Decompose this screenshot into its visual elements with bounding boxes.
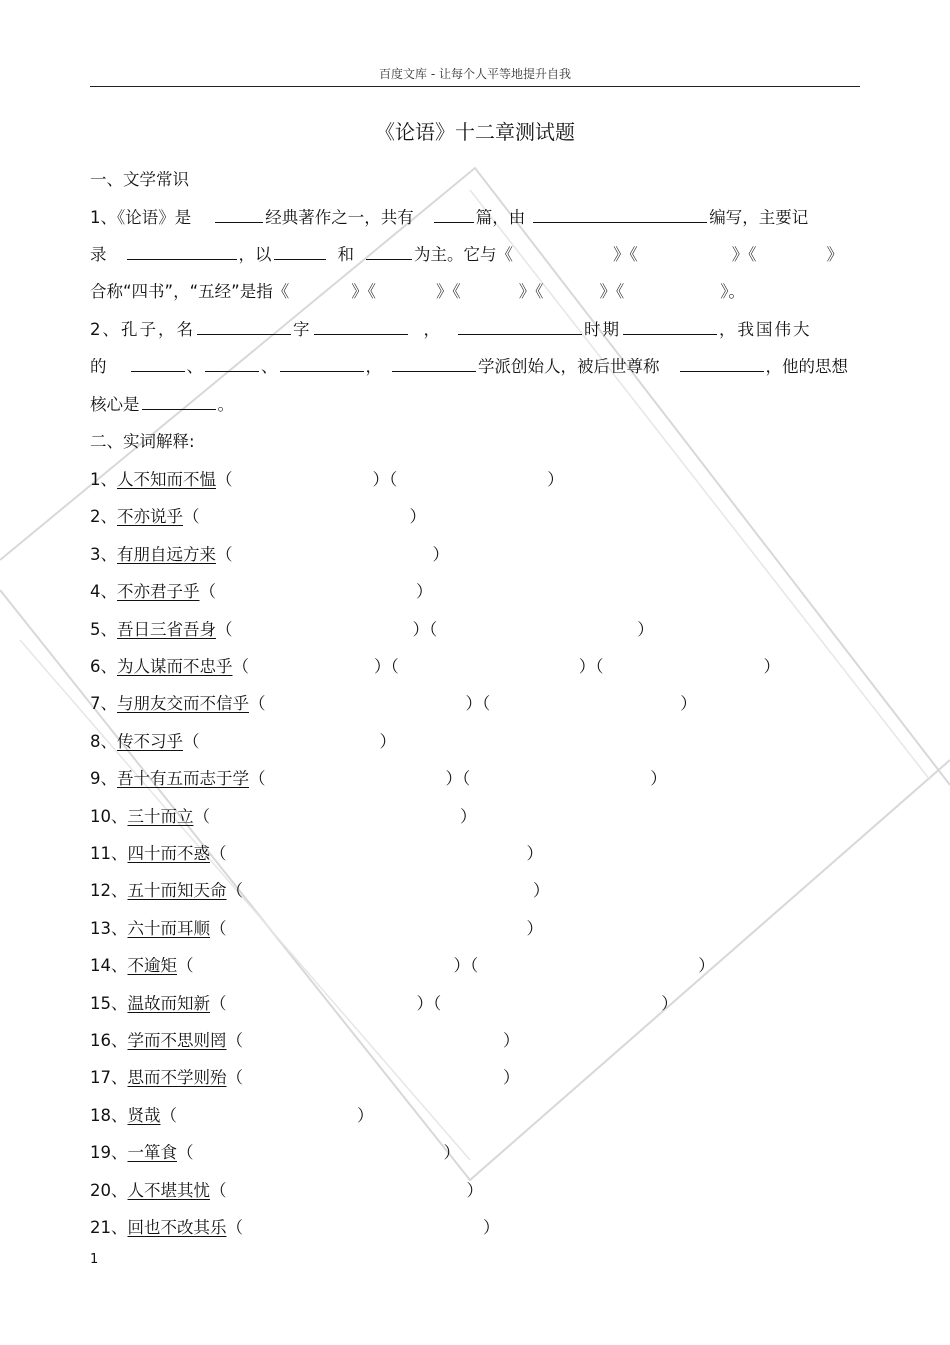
vocab-item bbox=[90, 728, 396, 752]
answer-paren-open: （ bbox=[433, 993, 442, 1013]
answer-paren-close: ） bbox=[503, 1031, 520, 1050]
vocab-item-number: 13、 bbox=[90, 918, 128, 938]
answer-paren-open: （ bbox=[226, 881, 243, 901]
section-2-heading: 二、实词解释: bbox=[90, 432, 195, 451]
vocab-item bbox=[90, 840, 543, 864]
vocab-item-phrase: 五十而知天命 bbox=[127, 881, 227, 901]
vocab-item-number: 9、 bbox=[90, 769, 117, 789]
answer-paren-close: ） bbox=[763, 657, 780, 676]
answer-paren-close: ） bbox=[374, 657, 391, 676]
vocab-item-phrase: 人不堪其忧 bbox=[127, 1180, 210, 1200]
answer-paren-close: ） bbox=[698, 956, 715, 976]
answer-paren-close: ） bbox=[416, 993, 433, 1013]
vocab-item-phrase: 思而不学则殆 bbox=[127, 1068, 227, 1088]
vocab-item-phrase: 不亦君子乎 bbox=[117, 582, 200, 602]
vocab-item-number: 19、 bbox=[90, 1143, 128, 1163]
answer-paren-close: ） bbox=[547, 470, 564, 489]
vocab-item-number: 7、 bbox=[90, 694, 117, 714]
vocab-item-phrase: 吾十有五而志于学 bbox=[117, 769, 249, 789]
answer-paren-close: ） bbox=[445, 769, 462, 789]
vocab-item-phrase: 不逾矩 bbox=[127, 956, 177, 976]
vocab-item-number: 8、 bbox=[90, 731, 117, 751]
vocab-item bbox=[90, 503, 426, 527]
vocab-item-number: 1、 bbox=[90, 470, 117, 489]
q2-line-1: 2、孔子，名 字 ， 时期 ，我国伟大 bbox=[90, 320, 812, 339]
vocab-item bbox=[90, 765, 667, 789]
vocab-item-phrase: 吾日三省吾身 bbox=[117, 619, 216, 639]
answer-paren-close: ） bbox=[680, 694, 697, 714]
answer-paren-open: （ bbox=[210, 918, 227, 938]
answer-paren-open: （ bbox=[160, 1105, 177, 1125]
answer-paren-close: ） bbox=[443, 1143, 460, 1163]
q2-line-2: 的 、 、 ， 学派创始人，被后世尊称 ，他的思想 bbox=[90, 357, 848, 376]
answer-paren-open: （ bbox=[470, 956, 479, 976]
vocab-item-phrase: 学而不思则罔 bbox=[127, 1031, 227, 1050]
q2-line-3: 核心是 。 bbox=[90, 395, 234, 414]
vocab-item-number: 2、 bbox=[90, 507, 117, 527]
vocab-item bbox=[90, 466, 564, 490]
vocab-item bbox=[90, 877, 550, 901]
vocab-item-phrase: 温故而知新 bbox=[127, 993, 210, 1013]
answer-paren-open: （ bbox=[210, 844, 227, 863]
answer-paren-open: （ bbox=[482, 694, 491, 714]
vocab-item-phrase: 三十而立 bbox=[127, 806, 194, 826]
vocab-item-number: 16、 bbox=[90, 1031, 128, 1050]
vocab-item-number: 4、 bbox=[90, 582, 117, 602]
answer-paren-close: ） bbox=[637, 619, 654, 639]
vocab-item bbox=[90, 578, 433, 602]
answer-paren-open: （ bbox=[595, 657, 604, 676]
vocab-item bbox=[90, 1102, 374, 1126]
answer-paren-open: （ bbox=[249, 694, 266, 714]
answer-paren-open: （ bbox=[216, 470, 233, 489]
vocab-item-number: 17、 bbox=[90, 1068, 128, 1088]
answer-paren-close: ） bbox=[483, 1218, 500, 1237]
answer-paren-open: （ bbox=[390, 657, 399, 676]
answer-paren-close: ） bbox=[578, 657, 596, 676]
answer-paren-open: （ bbox=[177, 1143, 194, 1163]
vocab-item bbox=[90, 1064, 520, 1088]
answer-paren-close: ） bbox=[460, 806, 477, 826]
vocab-item bbox=[90, 1027, 520, 1051]
answer-paren-open: （ bbox=[226, 1068, 243, 1088]
answer-paren-close: ） bbox=[650, 769, 667, 789]
answer-paren-close: ） bbox=[526, 844, 543, 863]
vocab-item-phrase: 回也不改其乐 bbox=[127, 1218, 227, 1237]
answer-paren-close: ） bbox=[466, 1180, 483, 1200]
answer-paren-open: （ bbox=[216, 544, 233, 564]
vocab-item bbox=[90, 1139, 460, 1163]
page-title: 《论语》十二章测试题 bbox=[375, 120, 575, 144]
vocab-item bbox=[90, 690, 697, 714]
answer-paren-open: （ bbox=[216, 619, 233, 639]
vocab-item-number: 11、 bbox=[90, 844, 128, 863]
answer-paren-close: ） bbox=[432, 544, 449, 564]
answer-paren-open: （ bbox=[249, 769, 266, 789]
answer-paren-close: ） bbox=[412, 619, 429, 639]
answer-paren-open: （ bbox=[183, 507, 200, 527]
vocab-item-phrase: 贤哉 bbox=[127, 1105, 161, 1125]
answer-paren-open: （ bbox=[232, 657, 249, 676]
vocab-item bbox=[90, 653, 780, 677]
answer-paren-close: ） bbox=[409, 507, 426, 527]
vocab-item-number: 15、 bbox=[90, 993, 128, 1013]
answer-paren-close: ） bbox=[526, 918, 543, 938]
vocab-item-phrase: 六十而耳顺 bbox=[127, 918, 210, 938]
vocab-item bbox=[90, 1214, 500, 1238]
vocab-item bbox=[90, 952, 715, 976]
vocab-item-number: 6、 bbox=[90, 657, 117, 676]
answer-paren-open: （ bbox=[199, 582, 216, 602]
answer-paren-close: ） bbox=[453, 956, 470, 976]
answer-paren-open: （ bbox=[210, 993, 227, 1013]
vocab-item bbox=[90, 541, 449, 565]
answer-paren-open: （ bbox=[177, 956, 194, 976]
vocab-item-phrase: 有朋自远方来 bbox=[117, 544, 216, 564]
vocab-item-number: 14、 bbox=[90, 956, 128, 976]
vocab-item-number: 12、 bbox=[90, 881, 128, 901]
answer-paren-close: ） bbox=[416, 582, 433, 602]
vocab-item-number: 20、 bbox=[90, 1180, 128, 1200]
vocab-item bbox=[90, 616, 654, 640]
q1-line-1: 1、《论语》是 经典著作之一，共有 篇，由 编写，主要记 bbox=[90, 208, 809, 227]
vocab-item bbox=[90, 803, 477, 827]
vocab-item-number: 21、 bbox=[90, 1218, 128, 1237]
vocab-item-phrase: 不亦说乎 bbox=[117, 507, 183, 527]
vocab-item-phrase: 与朋友交而不信乎 bbox=[117, 694, 249, 714]
vocab-item-phrase: 为人谋而不忠乎 bbox=[117, 657, 233, 676]
vocab-item-phrase: 一箪食 bbox=[127, 1143, 177, 1163]
answer-paren-open: （ bbox=[210, 1180, 227, 1200]
answer-paren-close: ） bbox=[465, 694, 482, 714]
vocab-item-number: 3、 bbox=[90, 544, 117, 564]
vocab-item-number: 10、 bbox=[90, 806, 128, 826]
section-1-heading: 一、文学常识 bbox=[90, 170, 189, 189]
answer-paren-close: ） bbox=[357, 1105, 374, 1125]
answer-paren-open: （ bbox=[193, 806, 210, 826]
vocab-item-phrase: 人不知而不愠 bbox=[117, 470, 216, 489]
answer-paren-open: （ bbox=[429, 619, 438, 639]
answer-paren-close: ） bbox=[533, 881, 550, 901]
vocab-item-number: 18、 bbox=[90, 1105, 128, 1125]
answer-paren-close: ） bbox=[372, 470, 389, 489]
vocab-item bbox=[90, 990, 678, 1014]
answer-paren-open: （ bbox=[389, 470, 398, 489]
page-header: 百度文库 - 让每个人平等地提升自我 bbox=[90, 62, 860, 87]
q1-line-3: 合称“四书”，“五经”是指《 》《 》《 》《 》《 》。 bbox=[90, 282, 745, 301]
vocab-item-number: 5、 bbox=[90, 619, 117, 639]
answer-paren-open: （ bbox=[226, 1031, 243, 1050]
answer-paren-open: （ bbox=[462, 769, 471, 789]
page-number: 1 bbox=[90, 1252, 99, 1267]
answer-paren-open: （ bbox=[183, 731, 200, 751]
vocab-item-phrase: 传不习乎 bbox=[117, 731, 183, 751]
answer-paren-close: ） bbox=[503, 1068, 520, 1088]
answer-paren-open: （ bbox=[226, 1218, 243, 1237]
vocab-item bbox=[90, 1177, 483, 1201]
answer-paren-close: ） bbox=[379, 731, 396, 751]
vocab-item-phrase: 四十而不惑 bbox=[127, 844, 210, 863]
answer-paren-close: ） bbox=[661, 993, 678, 1013]
vocab-item bbox=[90, 915, 543, 939]
q1-line-2: 录 ，以 和 为主。它与《 》《 》《 》 bbox=[90, 245, 843, 264]
